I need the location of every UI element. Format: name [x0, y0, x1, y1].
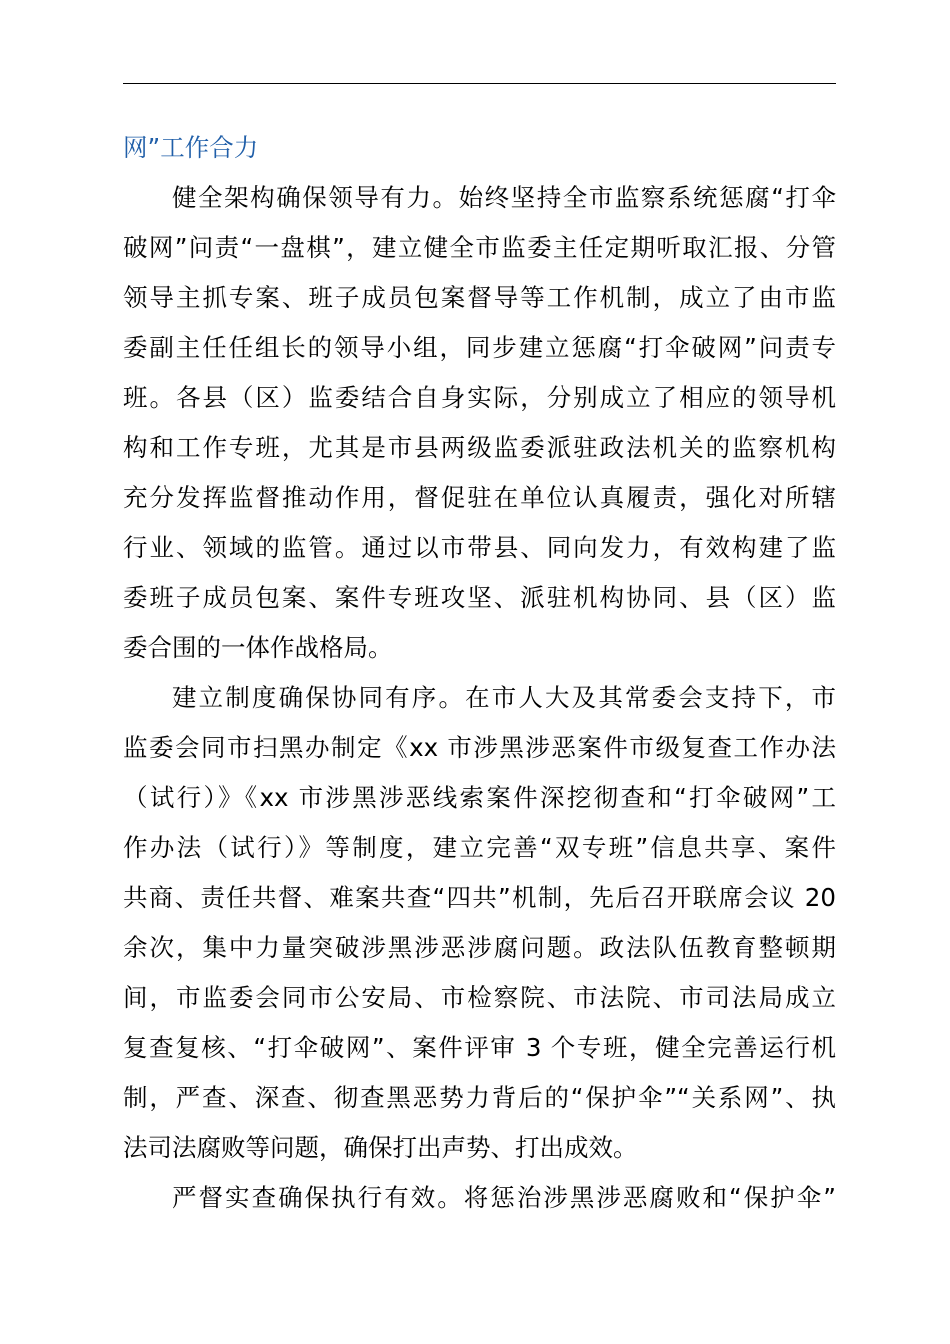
- paragraph-line: 建立制度确保协同有序。在市人大及其常委会支持下，市: [172, 683, 836, 712]
- paragraph-line: 构和工作专班，尤其是市县两级监委派驻政法机关的监察机构: [123, 433, 836, 462]
- paragraph-line: 余次，集中力量突破涉黑涉恶涉腐问题。政法队伍教育整顿期: [123, 933, 836, 962]
- paragraph-coordination: [123, 673, 836, 1173]
- document-body: [123, 123, 836, 1223]
- paragraph-line: （试行）》《xx 市涉黑涉恶线索案件深挖彻查和“打伞破网”工: [123, 783, 836, 812]
- paragraph-line: 行业、领域的监管。通过以市带县、同向发力，有效构建了监: [123, 533, 836, 562]
- paragraph-line: 委副主任任组长的领导小组，同步建立惩腐“打伞破网”问责专: [123, 333, 836, 362]
- paragraph-line: 监委会同市扫黑办制定《xx 市涉黑涉恶案件市级复查工作办法: [123, 733, 836, 762]
- paragraph-line: 作办法（试行）》等制度，建立完善“双专班”信息共享、案件: [123, 833, 836, 862]
- paragraph-execution: [123, 1173, 836, 1223]
- paragraph-line: 委班子成员包案、案件专班攻坚、派驻机构协同、县（区）监: [123, 583, 836, 612]
- section-heading-tail: 网”工作合力: [123, 133, 259, 162]
- paragraph-line: 制，严查、深查、彻查黑恶势力背后的“保护伞”“关系网”、执: [123, 1083, 836, 1112]
- paragraph-line: 充分发挥监督推动作用，督促驻在单位认真履责，强化对所辖: [123, 483, 836, 512]
- paragraph-line: 复查复核、“打伞破网”、案件评审 3 个专班，健全完善运行机: [123, 1033, 836, 1062]
- paragraph-line: 共商、责任共督、难案共查“四共”机制，先后召开联席会议 20: [123, 883, 836, 912]
- paragraph-line: 班。各县（区）监委结合自身实际，分别成立了相应的领导机: [123, 383, 836, 412]
- paragraph-line: 严督实查确保执行有效。将惩治涉黑涉恶腐败和“保护伞”: [172, 1183, 836, 1212]
- paragraph-leadership: [123, 173, 836, 673]
- paragraph-line: 法司法腐败等问题，确保打出声势、打出成效。: [123, 1133, 638, 1162]
- header-rule: [123, 83, 836, 84]
- paragraph-line: 健全架构确保领导有力。始终坚持全市监察系统惩腐“打伞: [172, 183, 836, 212]
- paragraph-line: 委合围的一体作战格局。: [123, 633, 393, 662]
- paragraph-line: 间，市监委会同市公安局、市检察院、市法院、市司法局成立: [123, 983, 836, 1012]
- paragraph-line: 领导主抓专案、班子成员包案督导等工作机制，成立了由市监: [123, 283, 836, 312]
- paragraph-line: 破网”问责“一盘棋”，建立健全市监委主任定期听取汇报、分管: [123, 233, 836, 262]
